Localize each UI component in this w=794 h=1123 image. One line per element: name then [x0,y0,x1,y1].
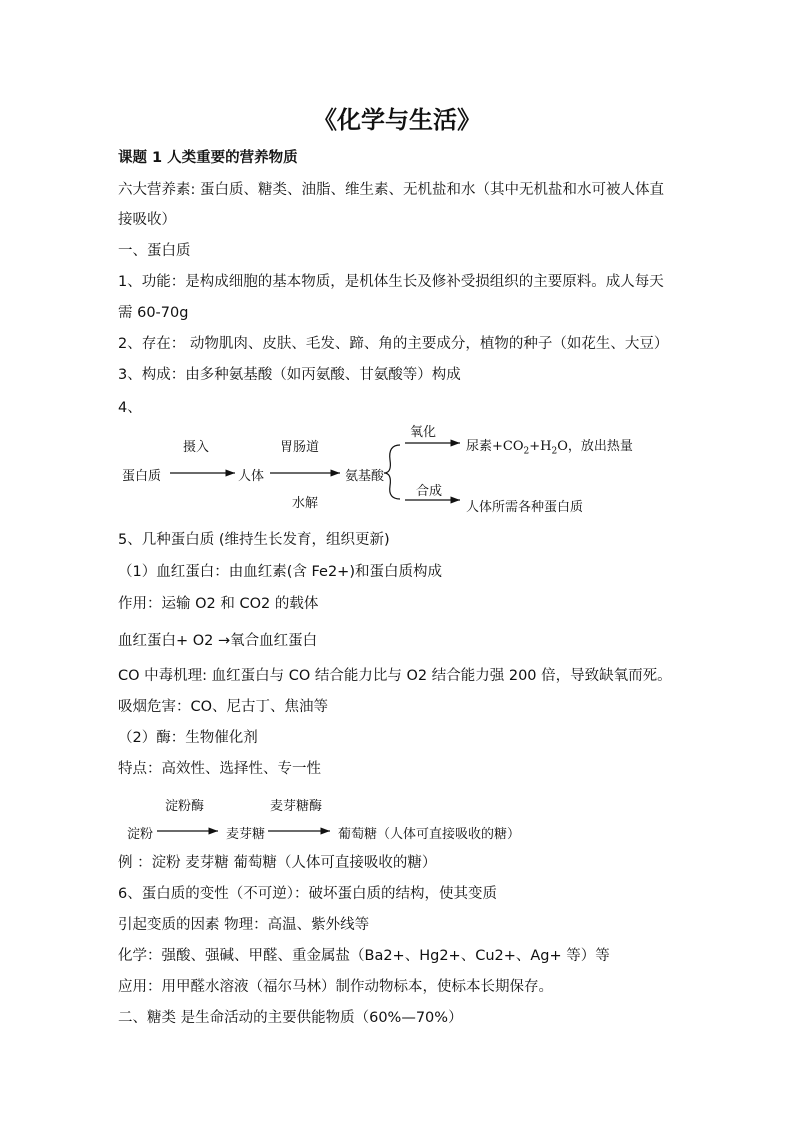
text-denaturation: 6、蛋白质的变性（不可逆）：破坏蛋白质的结构，使其变质 [118,886,497,902]
text-denaturation-physical: 引起变质的因素 物理：高温、紫外线等 [118,917,370,933]
heading-carbohydrates: 二、糖类 是生命活动的主要供能物质（60%—70%） [118,1010,463,1026]
label-hydrolysis: 水解 [292,496,319,511]
text-function-cont: 需 60-70g [118,305,189,321]
text-application: 应用：用甲醛水溶液（福尔马林）制作动物标本，使标本长期保存。 [118,979,553,995]
text-six-nutrients: 六大营养素: 蛋白质、糖类、油脂、维生素、无机盐和水（其中无机盐和水可被人体直 [118,182,664,198]
text-composition: 3、构成：由多种氨基酸（如丙氨酸、甘氨酸等）构成 [118,367,461,383]
node-oxidation-product: 尿素$+CO_2+H_2O$，放出热量 [466,439,633,457]
node-body-proteins: 人体所需各种蛋白质 [466,500,584,515]
label-amylase: 淀粉酶 [165,799,205,814]
node-starch: 淀粉 [127,827,154,842]
label-gut: 胃肠道 [280,440,320,455]
text-hemoglobin-role: 作用：运输 O2 和 CO2 的载体 [118,596,319,612]
node-body: 人体 [238,469,265,484]
node-maltose: 麦芽糖 [226,827,266,842]
text-enzyme: （2）酶：生物催化剂 [118,730,258,746]
text-smoking-harm: 吸烟危害：CO、尼古丁、焦油等 [118,699,329,715]
text-hemoglobin: （1）血红蛋白：由血红素(含 Fe2+)和蛋白质构成 [118,564,442,580]
label-synthesize: 合成 [416,484,443,499]
label-ingest: 摄入 [183,440,210,455]
heading-protein: 一、蛋白质 [118,243,191,259]
text-co-poisoning: CO 中毒机理: 血红蛋白与 CO 结合能力比与 O2 结合能力强 200 倍，导致缺氧而死。 [118,668,672,684]
text-protein-types: 5、几种蛋白质 (维持生长发育，组织更新) [118,532,390,548]
node-protein: 蛋白质 [122,469,162,484]
page-title: 《化学与生活》 [313,105,481,134]
text-enzyme-features: 特点：高效性、选择性、专一性 [118,761,321,777]
text-example: 例 ：淀粉 麦芽糖 葡萄糖（人体可直接吸收的糖） [118,855,437,871]
label-maltase: 麦芽糖酶 [270,799,323,814]
brace [384,445,400,499]
text-function: 1、功能：是构成细胞的基本物质，是机体生长及修补受损组织的主要原料。成人每天 [118,274,664,290]
node-glucose: 葡萄糖（人体可直接吸收的糖） [338,827,521,842]
text-existence: 2、存在： 动物肌肉、皮肤、毛发、蹄、角的主要成分，植物的种子（如花生、大豆） [118,336,669,352]
text-item4: 4、 [118,400,142,416]
section-heading-lesson1: 课题 1 人类重要的营养物质 [118,150,298,166]
text-six-nutrients-cont: 接吸收） [118,212,176,228]
label-oxidize: 氧化 [410,425,437,440]
text-oxyhemoglobin: 血红蛋白+ O2 →氧合血红蛋白 [118,633,318,649]
text-denaturation-chemical: 化学：强酸、强碱、甲醛、重金属盐（Ba2+、Hg2+、Cu2+、Ag+ 等）等 [118,948,610,964]
node-amino-acid: 氨基酸 [345,469,385,484]
